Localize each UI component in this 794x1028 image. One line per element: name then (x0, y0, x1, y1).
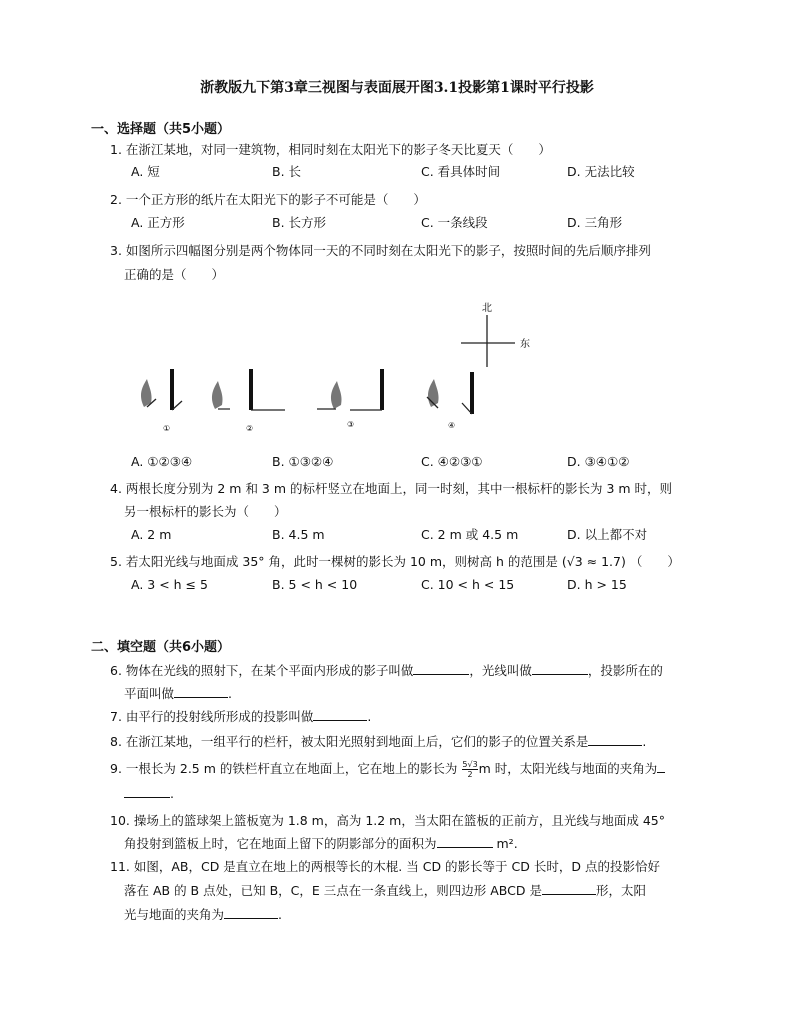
q11-text-d: . (278, 907, 282, 922)
question-9-line1 (110, 760, 665, 779)
question-7 (110, 708, 371, 726)
q1-option-d[interactable]: D. 无法比较 (567, 164, 635, 179)
question-2-stem: 2. 一个正方形的纸片在太阳光下的影子不可能是（ ） (110, 192, 426, 207)
shadow-scene-3 (317, 369, 382, 429)
question-10-line2 (124, 835, 518, 853)
q7-blank[interactable] (313, 708, 367, 721)
q8-blank[interactable] (588, 733, 642, 746)
q11-blank-1[interactable] (542, 882, 596, 895)
scene-1-label: ① (163, 424, 171, 433)
q3-option-a[interactable]: A. ①②③④ (131, 454, 193, 469)
question-8 (110, 733, 646, 751)
q5-option-c[interactable]: C. 10 < h < 15 (421, 577, 515, 592)
q5-stem-paren: （ ） (629, 554, 680, 569)
q4-option-c[interactable]: C. 2 m 或 4.5 m (421, 527, 519, 542)
q6-blank-2[interactable] (532, 662, 588, 675)
shadow-scene-4 (427, 372, 472, 430)
q11-text-c: 光与地面的夹角为 (124, 907, 225, 922)
q3-option-c[interactable]: C. ④②③① (421, 454, 483, 469)
q6-text-c: ，投影所在的 (587, 663, 663, 678)
question-9-line2 (124, 785, 174, 803)
question-11-line3 (124, 906, 282, 924)
q5-option-a[interactable]: A. 3 < h ≤ 5 (131, 577, 208, 592)
q11-blank-2[interactable] (224, 906, 278, 919)
scene-3-label: ③ (347, 420, 355, 429)
q9-text-b: m 时，太阳光线与地面的夹角为 (478, 761, 658, 776)
q6-text-b: ，光线叫做 (469, 663, 532, 678)
q11-text-a: 落在 AB 的 B 点处，已知 B，C，E 三点在一条直线上，则四边形 ABCD 是 (124, 883, 542, 898)
question-6-line2 (124, 685, 232, 703)
q6-text-a: 6. 物体在光线的照射下，在某个平面内形成的影子叫做 (110, 663, 414, 678)
scene-4-label: ④ (448, 421, 456, 430)
q9-blank[interactable] (124, 785, 170, 798)
q2-option-a[interactable]: A. 正方形 (131, 215, 185, 230)
q8-text-a: 8. 在浙江某地，一组平行的栏杆，被太阳光照射到地面上后，它们的影子的位置关系是 (110, 734, 589, 749)
shadow-scene-2 (212, 369, 285, 433)
q7-text-a: 7. 由平行的投射线所形成的投影叫做 (110, 709, 314, 724)
shadow-scene-1 (141, 369, 182, 433)
q3-option-d[interactable]: D. ③④①② (567, 454, 630, 469)
question-6-line1 (110, 662, 663, 680)
q7-text-b: . (367, 709, 372, 724)
q6-text-d: 平面叫做 (124, 686, 175, 701)
q5-option-b[interactable]: B. 5 < h < 10 (272, 577, 358, 592)
question-3-stem-line2: 正确的是（ ） (124, 267, 225, 282)
compass-east-label: 东 (520, 339, 530, 350)
q9-text-a: 9. 一根长为 2.5 m 的铁栏杆直立在地面上，它在地上的影长为 (110, 761, 458, 776)
question-11-line2 (124, 882, 646, 900)
compass-icon (461, 302, 530, 367)
question-10-line1: 10. 操场上的篮球架上篮板宽为 1.8 m，高为 1.2 m，当太阳在篮板的正前方，且光线与地面成 45° (110, 813, 665, 828)
q6-text-e: . (228, 686, 232, 701)
question-4-stem-line2: 另一根标杆的影长为（ ） (124, 504, 287, 519)
section-heading-fill: 二、填空题（共6小题） (91, 640, 231, 655)
q10-text-a: 角投射到篮板上时，它在地面上留下的阴影部分的面积为 (124, 836, 437, 851)
q6-blank-3[interactable] (174, 685, 228, 698)
question-4-stem-line1: 4. 两根长度分别为 2 m 和 3 m 的标杆竖立在地面上，同一时刻，其中一根标杆的影长为 3 m 时，则 (110, 481, 673, 496)
q2-option-c[interactable]: C. 一条线段 (421, 215, 488, 230)
q3-shadow-figure (120, 295, 560, 440)
q8-text-b: . (642, 734, 647, 749)
q4-option-d[interactable]: D. 以上都不对 (567, 527, 648, 542)
question-3-stem-line1: 3. 如图所示四幅图分别是两个物体同一天的不同时刻在太阳光下的影子，按照时间的先后顺序排列 (110, 243, 651, 258)
q4-option-b[interactable]: B. 4.5 m (272, 527, 325, 542)
q1-option-a[interactable]: A. 短 (131, 164, 160, 179)
q3-option-b[interactable]: B. ①③②④ (272, 454, 334, 469)
q11-text-b: 形，太阳 (595, 883, 646, 898)
q6-blank-1[interactable] (413, 662, 469, 675)
q10-blank[interactable] (437, 835, 493, 848)
question-5-stem (110, 553, 680, 571)
question-11-line1: 11. 如图，AB，CD 是直立在地上的两根等长的木棍. 当 CD 的影长等于 CD 长时，D 点的投影恰好 (110, 859, 660, 874)
q5-stem-text: 5. 若太阳光线与地面成 35° 角，此时一棵树的影长为 10 m，则树高 h 的范围是 (110, 554, 558, 569)
page-title: 浙教版九下第3章三视图与表面展开图3.1投影第1课时平行投影 (200, 80, 594, 96)
q2-option-b[interactable]: B. 长方形 (272, 215, 327, 230)
question-1-stem: 1. 在浙江某地，对同一建筑物，相同时刻在太阳光下的影子冬天比夏天（ ） (110, 142, 551, 157)
q9-fraction: $\frac{5√3}{2}$ (462, 760, 478, 779)
q1-option-b[interactable]: B. 长 (272, 164, 302, 179)
q10-text-b: m². (496, 836, 518, 851)
q9-blank-start[interactable] (657, 760, 665, 773)
q2-option-d[interactable]: D. 三角形 (567, 215, 623, 230)
scene-2-label: ② (246, 424, 254, 433)
q5-option-d[interactable]: D. h > 15 (567, 577, 627, 592)
q4-option-a[interactable]: A. 2 m (131, 527, 172, 542)
q9-text-c: . (170, 786, 174, 801)
q5-sqrt-note: (√3 ≈ 1.7) (561, 554, 626, 569)
q1-option-c[interactable]: C. 看具体时间 (421, 164, 501, 179)
compass-north-label: 北 (482, 303, 492, 314)
section-heading-choice: 一、选择题（共5小题） (91, 122, 231, 137)
